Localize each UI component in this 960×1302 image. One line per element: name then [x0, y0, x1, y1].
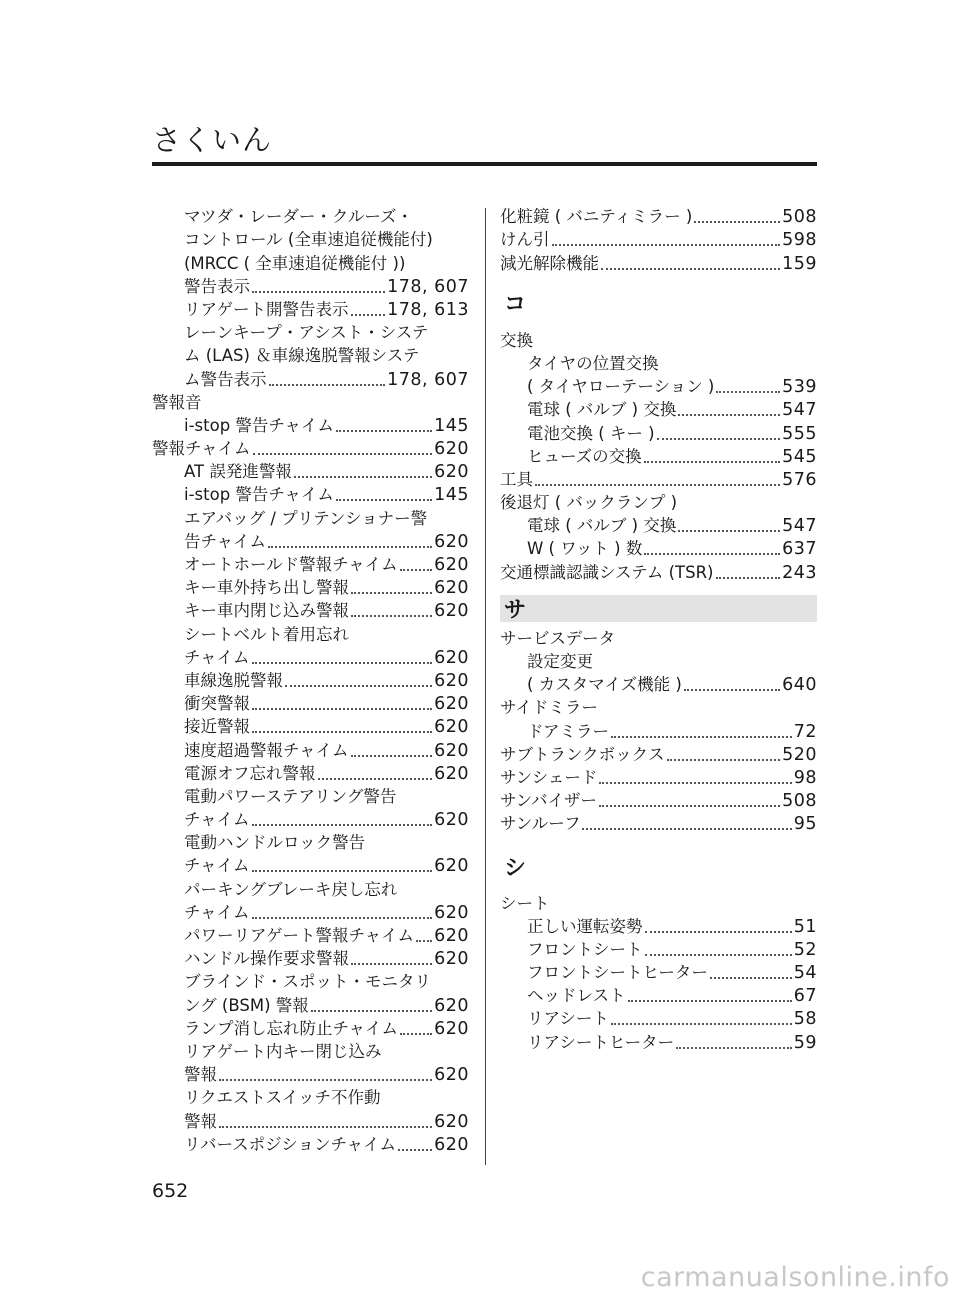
index-entry-page: 145	[434, 485, 469, 506]
index-entry-page: 67	[793, 986, 817, 1007]
index-entry	[152, 552, 469, 575]
index-entry	[152, 807, 469, 830]
page-title: さくいん	[152, 123, 273, 157]
index-entry-page: 620	[434, 555, 469, 575]
index-entry	[500, 444, 817, 467]
dot-leader	[716, 387, 780, 393]
index-entry	[500, 397, 817, 420]
dot-leader	[678, 526, 780, 532]
index-entry-label: フロントシートヒーター	[527, 963, 708, 983]
dot-leader	[351, 611, 432, 617]
dot-leader	[645, 927, 792, 933]
index-entry-label: 速度超過警報チャイム	[184, 740, 349, 760]
index-entry	[152, 505, 469, 528]
page-number: 652	[152, 1180, 189, 1202]
dot-leader	[311, 1006, 432, 1012]
index-entry-page: 620	[434, 531, 469, 552]
dot-leader	[252, 866, 433, 872]
index-entry-page: 620	[434, 601, 469, 622]
index-entry-page: 54	[793, 963, 817, 984]
index-entry-label: マツダ・レーダー・クルーズ・	[184, 207, 414, 227]
index-entry	[152, 343, 469, 366]
index-entry-page: 520	[782, 744, 817, 765]
section-heading-sa: サ	[500, 595, 817, 622]
index-group-shi	[500, 890, 817, 1052]
index-entry	[500, 672, 817, 695]
index-entry-label: サンルーフ	[500, 814, 581, 834]
index-entry	[500, 1029, 817, 1052]
index-entry	[500, 742, 817, 765]
index-entry-page: 620	[434, 1018, 469, 1039]
dot-leader	[294, 472, 432, 478]
index-entry	[152, 621, 469, 644]
dot-leader	[628, 996, 792, 1002]
index-entry-label: i-stop 警告チャイム	[184, 415, 334, 435]
index-entry-label: ヒューズの交換	[527, 446, 642, 466]
index-entry	[500, 649, 817, 672]
index-entry-page: 145	[434, 415, 469, 436]
index-entry-page: 620	[434, 995, 469, 1016]
index-entry-page: 620	[434, 1134, 469, 1155]
dot-leader	[667, 755, 781, 761]
index-entry	[152, 436, 469, 459]
index-entry-page: 620	[434, 578, 469, 599]
index-entry-page: 59	[793, 1032, 817, 1053]
dot-leader	[535, 480, 780, 486]
index-entry-page: 178, 607	[387, 276, 469, 297]
index-entry-page: 620	[434, 462, 469, 483]
index-entry	[152, 900, 469, 923]
index-entry	[152, 876, 469, 899]
index-entry	[152, 1039, 469, 1062]
index-entry-label: シートベルト着用忘れ	[184, 624, 349, 644]
dot-leader	[684, 685, 780, 691]
index-entry-page: 620	[434, 740, 469, 761]
dot-leader	[252, 727, 432, 733]
index-entry-label: 電球 ( バルブ ) 交換	[527, 400, 677, 420]
index-entry	[152, 668, 469, 691]
index-entry	[500, 811, 817, 834]
index-entry-page: 539	[782, 377, 817, 398]
index-entry-page: 620	[434, 902, 469, 923]
index-entry-page: 72	[793, 721, 817, 742]
watermark: carmanualsonline.info	[640, 1262, 950, 1293]
index-entry	[152, 320, 469, 343]
index-entry	[500, 374, 817, 397]
index-entry-page: 620	[434, 810, 469, 831]
index-entry-label: リバースポジションチャイム	[184, 1134, 396, 1154]
index-entry-label: ング (BSM) 警報	[184, 995, 309, 1015]
index-entry-page: 620	[434, 717, 469, 738]
index-entry	[152, 1016, 469, 1039]
index-entry-label: AT 誤発進警報	[184, 462, 292, 482]
index-entry-label: ブラインド・スポット・モニタリ	[184, 972, 432, 992]
index-entry-label: フロントシート	[527, 939, 643, 959]
index-entry	[152, 784, 469, 807]
index-entry-page: 545	[782, 446, 817, 467]
index-entry	[152, 830, 469, 853]
index-entry-page: 159	[782, 253, 817, 274]
index-entry-label: 警報	[184, 1111, 217, 1131]
index-entry-label: 告チャイム	[184, 531, 267, 551]
index-entry-page: 620	[434, 1065, 469, 1086]
dot-leader	[398, 1145, 432, 1151]
index-entry-label: チャイム	[184, 856, 250, 876]
dot-leader	[351, 959, 432, 965]
index-entry	[500, 513, 817, 536]
dot-leader	[676, 1043, 792, 1049]
dot-leader	[253, 449, 433, 455]
index-entry-label: 後退灯 ( バックランプ )	[500, 493, 678, 513]
dot-leader	[318, 774, 433, 780]
index-entry-label: ヘッドレスト	[527, 986, 626, 1006]
index-entry-page: 178, 613	[387, 299, 469, 320]
index-column-right	[500, 204, 817, 1053]
index-entry	[500, 626, 817, 649]
index-entry-page: 547	[782, 516, 817, 537]
index-entry-label: ( カスタマイズ機能 )	[527, 675, 682, 695]
index-entry-label: リアゲート開警告表示	[184, 299, 349, 319]
index-entry-label: 電動ハンドルロック警告	[184, 833, 366, 853]
header-rule	[152, 162, 817, 166]
index-entry-label: リクエストスイッチ不作動	[184, 1088, 381, 1108]
index-entry	[152, 737, 469, 760]
dot-leader	[400, 565, 432, 571]
index-entry	[152, 598, 469, 621]
index-entry	[152, 714, 469, 737]
index-entry	[152, 204, 469, 227]
index-entry	[500, 765, 817, 788]
index-entry-label: ( タイヤローテーション )	[527, 377, 715, 397]
index-entry	[152, 297, 469, 320]
index-entry	[500, 788, 817, 811]
index-entry-label: キー車内閉じ込み警報	[184, 601, 349, 621]
index-entry-label: リアゲート内キー閉じ込み	[184, 1041, 382, 1061]
index-entry	[152, 575, 469, 598]
index-entry-label: パーキングブレーキ戻し忘れ	[184, 879, 398, 899]
index-entry-page: 98	[793, 767, 817, 788]
index-entry-label: (MRCC ( 全車速追従機能付 ))	[184, 253, 406, 273]
index-entry-label: 車線逸脱警報	[184, 670, 283, 690]
dot-leader	[219, 1075, 432, 1081]
index-entry-label: チャイム	[184, 902, 250, 922]
index-entry-label: コントロール (全車速追従機能付)	[184, 230, 433, 250]
index-entry-label: サンバイザー	[500, 791, 598, 811]
dot-leader	[268, 542, 432, 548]
index-entry	[500, 559, 817, 582]
index-entry-label: ドアミラー	[527, 721, 610, 741]
index-entry	[500, 718, 817, 741]
index-entry-label: サイドミラー	[500, 698, 598, 718]
index-entry-label: シート	[500, 893, 550, 913]
index-entry-label: サービスデータ	[500, 628, 616, 648]
dot-leader	[611, 732, 792, 738]
index-entry	[500, 490, 817, 513]
index-entry-label: ハンドル操作要求警報	[184, 949, 349, 969]
dot-leader	[552, 240, 781, 246]
dot-leader	[351, 751, 433, 757]
index-entry	[152, 1062, 469, 1085]
dot-leader	[716, 573, 781, 579]
index-entry-page: 620	[434, 949, 469, 970]
index-entry-page: 620	[434, 670, 469, 691]
index-entry	[500, 1006, 817, 1029]
index-entry	[500, 204, 817, 227]
index-entry-page: 620	[434, 763, 469, 784]
index-entry	[500, 960, 817, 983]
dot-leader	[599, 778, 791, 784]
index-entry	[152, 390, 469, 413]
index-group-sa	[500, 626, 817, 835]
index-entry	[500, 328, 817, 351]
index-entry-label: 警報音	[152, 392, 202, 412]
index-entry	[500, 227, 817, 250]
index-entry-label: i-stop 警告チャイム	[184, 485, 334, 505]
index-entry-label: オートホールド警報チャイム	[184, 555, 398, 574]
index-entry-page: 508	[782, 791, 817, 812]
index-entry	[152, 1108, 469, 1131]
index-entry-label: けん引	[500, 230, 550, 250]
index-entry-label: 警報	[184, 1065, 217, 1085]
index-entry-page: 620	[434, 856, 469, 877]
index-entry	[152, 459, 469, 482]
index-entry-page: 620	[434, 439, 469, 460]
index-entry-page: 51	[793, 916, 817, 937]
dot-leader	[219, 1122, 432, 1128]
index-entry	[500, 914, 817, 937]
index-entry	[152, 923, 469, 946]
index-entry-label: パワーリアゲート警報チャイム	[184, 926, 415, 945]
index-entry-label: 電球 ( バルブ ) 交換	[527, 516, 677, 536]
index-group-top	[500, 204, 817, 274]
index-entry-label: 交換	[500, 330, 533, 350]
index-entry	[152, 413, 469, 436]
section-heading-ko: コ	[504, 292, 527, 318]
index-entry-label: チャイム	[184, 810, 250, 830]
index-entry-label: 設定変更	[527, 652, 593, 671]
dot-leader	[644, 457, 780, 463]
dot-leader	[582, 824, 791, 830]
column-divider	[485, 208, 486, 1165]
index-entry	[152, 366, 469, 389]
index-entry-label: サンシェード	[500, 767, 598, 787]
index-entry-label: 減光解除機能	[500, 253, 599, 273]
index-entry	[152, 946, 469, 969]
index-entry	[152, 691, 469, 714]
index-entry-label: タイヤの位置交換	[527, 353, 659, 373]
dot-leader	[678, 410, 780, 416]
index-entry-label: リアシート	[527, 1009, 609, 1029]
index-entry-label: 警告表示	[184, 276, 250, 296]
index-entry-page: 58	[793, 1009, 817, 1030]
index-entry	[152, 853, 469, 876]
index-entry	[500, 420, 817, 443]
index-entry-page: 598	[782, 230, 817, 251]
index-entry	[152, 529, 469, 552]
index-entry	[500, 983, 817, 1006]
index-entry-page: 620	[434, 647, 469, 668]
index-entry-page: 620	[434, 694, 469, 715]
index-entry-page: 555	[782, 423, 817, 444]
dot-leader	[336, 495, 432, 501]
index-entry	[152, 274, 469, 297]
index-entry-label: チャイム	[184, 647, 250, 667]
index-entry-page: 576	[782, 469, 817, 490]
index-entry-label: 工具	[500, 469, 533, 489]
index-entry-label: 電動パワーステアリング警告	[184, 786, 397, 806]
index-entry-label: 化粧鏡 ( バニティミラー )	[500, 207, 693, 227]
dot-leader	[657, 434, 780, 440]
index-entry-page: 178, 607	[387, 369, 469, 390]
index-entry-label: サブトランクボックス	[500, 744, 665, 764]
dot-leader	[694, 217, 780, 223]
dot-leader	[285, 681, 432, 687]
index-entry-page: 508	[782, 207, 817, 228]
index-entry-label: エアバッグ / プリテンショナー警	[184, 508, 428, 528]
index-entry-label: 警報チャイム	[152, 439, 251, 459]
index-entry	[152, 250, 469, 273]
dot-leader	[601, 264, 780, 270]
index-entry	[152, 1085, 469, 1108]
index-entry-page: 620	[434, 926, 469, 946]
index-entry	[500, 250, 817, 273]
index-entry	[500, 890, 817, 913]
dot-leader	[336, 426, 432, 432]
dot-leader	[252, 704, 432, 710]
index-entry-label: ランプ消し忘れ防止チャイム	[184, 1018, 399, 1038]
index-entry	[152, 482, 469, 505]
index-column-left	[152, 204, 469, 1155]
index-entry	[500, 937, 817, 960]
index-group-ko	[500, 328, 817, 583]
dot-leader	[252, 913, 433, 919]
dot-leader	[252, 820, 433, 826]
index-entry	[152, 761, 469, 784]
index-entry	[152, 645, 469, 668]
dot-leader	[645, 950, 792, 956]
index-entry	[152, 969, 469, 992]
index-entry-label: 衝突警報	[184, 694, 250, 714]
dot-leader	[644, 549, 780, 555]
dot-leader	[252, 287, 385, 293]
index-entry	[500, 536, 817, 559]
index-entry	[500, 467, 817, 490]
section-heading-shi: シ	[504, 855, 527, 881]
dot-leader	[269, 380, 386, 386]
index-entry-page: 243	[782, 562, 817, 583]
index-entry-label: キー車外持ち出し警報	[184, 578, 349, 598]
index-entry-label: ム (LAS) ＆車線逸脱警報システ	[184, 346, 420, 366]
index-entry	[152, 992, 469, 1015]
index-entry-label: ム警告表示	[184, 369, 267, 389]
dot-leader	[351, 588, 432, 594]
index-entry-label: レーンキープ・アシスト・システ	[184, 323, 429, 343]
index-entry-label: 交通標識認識システム (TSR)	[500, 562, 714, 582]
dot-leader	[400, 1029, 432, 1035]
index-entry	[500, 695, 817, 718]
dot-leader	[351, 310, 386, 316]
index-entry-page: 95	[793, 814, 817, 835]
index-entry-page: 637	[782, 539, 817, 560]
index-entry	[152, 227, 469, 250]
index-entry-page: 547	[782, 400, 817, 421]
index-entry-page: 620	[434, 1111, 469, 1132]
dot-leader	[416, 936, 432, 942]
index-entry-label: リアシートヒーター	[527, 1032, 675, 1052]
index-entry	[152, 1132, 469, 1155]
index-entry-page: 640	[782, 675, 817, 696]
index-entry-label: 接近警報	[184, 717, 250, 737]
index-entry	[500, 351, 817, 374]
index-entry-label: 正しい運転姿勢	[527, 916, 643, 936]
dot-leader	[710, 973, 792, 979]
index-entry-label: W ( ワット ) 数	[527, 539, 643, 559]
index-entry-page: 52	[793, 939, 817, 960]
index-entry-label: 電池交換 ( キー )	[527, 423, 655, 443]
index-entry-label: 電源オフ忘れ警報	[184, 763, 316, 783]
dot-leader	[599, 801, 780, 807]
dot-leader	[252, 658, 433, 664]
dot-leader	[611, 1019, 792, 1025]
